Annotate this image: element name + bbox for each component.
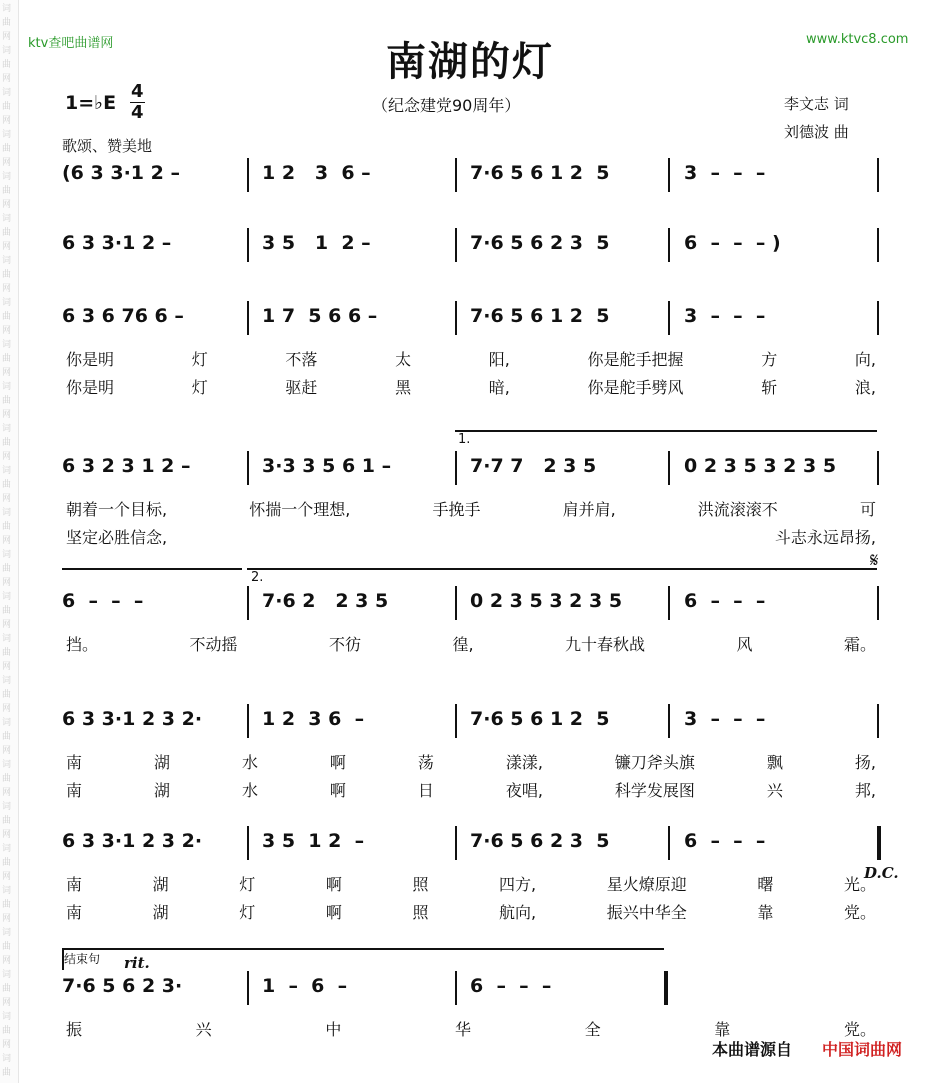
ending-label: 结束句 [64,952,101,966]
watermark-glyph: 词 [2,1012,12,1022]
watermark-glyph: 曲 [2,396,12,406]
watermark-glyph: 词 [2,88,12,98]
watermark-glyph: 词 [2,256,12,266]
key-signature: 1=♭E [65,92,117,114]
barline [455,586,457,620]
volta-1-line [455,430,877,432]
lyric-word: 湖 [152,903,169,922]
composer-credit: 刘德波 曲 [784,123,849,141]
watermark-glyph: 曲 [2,900,12,910]
watermark-glyph: 词 [2,802,12,812]
watermark-glyph: 词 [2,466,12,476]
lyric-word: 航向, [499,903,537,922]
measure-notes: 1 – 6 – [262,975,348,997]
lyric-word: 霜。 [843,635,876,654]
barline [247,826,249,860]
watermark-glyph: 词 [2,1054,12,1064]
lyric-word: 风 [736,635,753,654]
lyric-word: 水 [241,753,258,772]
measure-notes: 6 – – – [684,830,766,852]
measure-notes: 6 – – – [684,590,766,612]
lyric-word: 不落 [285,350,318,369]
barline [877,301,879,335]
measure-notes: 7·6 5 6 2 3 5 [470,232,610,254]
watermark-strip [0,0,19,1083]
watermark-glyph: 曲 [2,228,12,238]
measure-notes: 7·6 5 6 1 2 5 [470,708,610,730]
lyric-word: 湖 [153,753,170,772]
watermark-glyph: 曲 [2,1026,12,1036]
watermark-glyph: 网 [2,704,12,714]
lyric-word: 南 [66,753,83,772]
measure-notes: 6 – – – ) [684,232,781,254]
watermark-glyph: 曲 [2,480,12,490]
site-url-right[interactable]: www.ktvc8.com [806,32,909,47]
watermark-glyph: 网 [2,830,12,840]
lyric-word: 啊 [325,903,342,922]
barline [668,301,670,335]
measure-notes: 7·6 5 6 1 2 5 [470,305,610,327]
dc-mark: D.C. [864,864,899,882]
barline [668,158,670,192]
watermark-glyph: 词 [2,760,12,770]
measure-notes: 1 2 3 6 – [262,708,365,730]
lyric-line [66,778,876,801]
measure-notes: 6 3 2 3 1 2 – [62,455,191,477]
watermark-glyph: 曲 [2,816,12,826]
lyric-line [66,632,876,655]
volta-2-line [247,568,877,570]
watermark-glyph: 曲 [2,858,12,868]
site-name-left[interactable]: ktv查吧曲谱网 [28,36,114,51]
watermark-glyph: 曲 [2,354,12,364]
measure-notes: 3 5 1 2 – [262,830,365,852]
lyric-word: 兴 [195,1020,212,1039]
barline [247,586,249,620]
barline [455,228,457,262]
barline [247,971,249,1005]
lyric-word: 夜唱, [505,781,543,800]
barline [668,586,670,620]
watermark-glyph: 网 [2,326,12,336]
barline [668,228,670,262]
lyric-word: 九十春秋战 [565,635,646,654]
barline [668,826,670,860]
time-signature [130,82,145,123]
measure-notes: 3·3 3 5 6 1 – [262,455,392,477]
watermark-glyph: 网 [2,914,12,924]
lyric-word: 华 [454,1020,471,1039]
barline [455,451,457,485]
lyric-word: 肩并肩, [562,500,616,519]
watermark-glyph: 曲 [2,690,12,700]
watermark-glyph: 曲 [2,564,12,574]
measure-notes: 0 2 3 5 3 2 3 5 [684,455,837,477]
lyric-line [66,375,876,398]
watermark-glyph: 曲 [2,648,12,658]
lyric-word: 湖 [153,781,170,800]
lyric-word: 方 [761,350,778,369]
lyric-word: 洪流滚滚不 [697,500,778,519]
lyric-word: 镰刀斧头旗 [614,753,695,772]
measure-notes: 7·7 7 2 3 5 [470,455,597,477]
lyric-word: 挡。 [66,635,99,654]
ending-line [62,948,664,950]
lyric-word: 不彷 [328,635,361,654]
barline [247,158,249,192]
lyric-word: 照 [412,875,429,894]
lyric-word: 南 [66,875,83,894]
watermark-glyph: 网 [2,872,12,882]
watermark-glyph: 词 [2,130,12,140]
lyric-word: 振兴中华全 [606,903,687,922]
lyric-word: 驱赶 [285,378,318,397]
watermark-glyph: 曲 [2,984,12,994]
barline [877,826,881,860]
watermark-glyph: 曲 [2,102,12,112]
measure-notes: 0 2 3 5 3 2 3 5 [470,590,623,612]
footer-site[interactable]: 中国词曲网 [822,1040,903,1059]
barline [668,704,670,738]
watermark-glyph: 词 [2,928,12,938]
watermark-glyph: 网 [2,452,12,462]
barline [664,971,668,1005]
lyric-word: 荡 [417,753,434,772]
lyric-line [66,750,876,773]
watermark-glyph: 词 [2,718,12,728]
lyric-word: 靠 [714,1020,731,1039]
watermark-glyph: 网 [2,284,12,294]
watermark-glyph: 词 [2,508,12,518]
watermark-glyph: 曲 [2,144,12,154]
watermark-glyph: 网 [2,494,12,504]
time-top: 4 [131,81,144,102]
rit-mark: rit. [124,954,150,972]
lyric-word: 灯 [239,875,256,894]
lyric-word: 党。 [843,903,876,922]
volta-1-label: 1. [458,432,471,447]
measure-notes: 3 – – – [684,162,766,184]
measure-notes: 3 – – – [684,708,766,730]
watermark-glyph: 曲 [2,270,12,280]
barline [877,451,879,485]
lyric-word: 灯 [191,350,208,369]
lyric-word: 南 [66,781,83,800]
lyric-word: 中 [325,1020,342,1039]
barline [877,158,879,192]
barline [455,971,457,1005]
watermark-glyph: 曲 [2,606,12,616]
lyric-word: 手挽手 [432,500,481,519]
barline [455,158,457,192]
watermark-glyph: 网 [2,746,12,756]
watermark-glyph: 网 [2,788,12,798]
watermark-glyph: 词 [2,592,12,602]
volta-2-label: 2. [251,570,264,585]
watermark-glyph: 网 [2,32,12,42]
lyric-word: 太 [395,350,412,369]
lyric-word: 扬, [854,753,876,772]
lyric-word: 暗, [488,378,510,397]
watermark-glyph: 网 [2,368,12,378]
expression-mark: 歌颂、赞美地 [62,137,153,155]
lyric-word: 振 [66,1020,83,1039]
watermark-glyph: 曲 [2,186,12,196]
lyric-line [66,497,876,520]
lyric-word: 湖 [152,875,169,894]
lyric-word: 你是舵手劈风 [587,378,684,397]
lyric-word: 啊 [329,781,346,800]
lyric-word: 阳, [488,350,510,369]
lyric-word: 你是明 [66,378,115,397]
lyric-word: 浪, [854,378,876,397]
segno-mark: 𝄋 [870,548,879,572]
lyric-word: 啊 [325,875,342,894]
barline [455,704,457,738]
lyric-word: 靠 [757,903,774,922]
lyric-word: 斩 [761,378,778,397]
lyric-word: 邦, [854,781,876,800]
lyric-word: 兴 [766,781,783,800]
lyric-word: 黑 [395,378,412,397]
lyric-word: 科学发展图 [614,781,695,800]
lyric-word: 全 [584,1020,601,1039]
lyric-word: 你是明 [66,350,115,369]
lyric-line [66,347,876,370]
watermark-glyph: 词 [2,886,12,896]
watermark-glyph: 曲 [2,732,12,742]
lyric-line [66,900,876,923]
lyric-word: 你是舵手把握 [587,350,684,369]
watermark-glyph: 网 [2,410,12,420]
watermark-glyph: 词 [2,340,12,350]
watermark-glyph: 词 [2,4,12,14]
watermark-glyph: 网 [2,200,12,210]
lyricist-credit: 李文志 词 [784,95,849,113]
measure-notes: 6 – – – [470,975,552,997]
watermark-glyph: 网 [2,998,12,1008]
lyric-word: 日 [417,781,434,800]
lyric-word: 向, [854,350,876,369]
measure-notes: 3 5 1 2 – [262,232,371,254]
lyric-word: 飘 [766,753,783,772]
watermark-glyph: 曲 [2,942,12,952]
watermark-glyph: 词 [2,424,12,434]
lyric-word: 可 [859,500,876,519]
watermark-glyph: 词 [2,214,12,224]
watermark-glyph: 网 [2,536,12,546]
watermark-glyph: 词 [2,970,12,980]
lyric-word: 星火燎原迎 [606,875,687,894]
lyric-word: 曙 [757,875,774,894]
lyric-word: 不动摇 [189,635,238,654]
song-title: 南湖的灯 [386,38,554,85]
barline [668,451,670,485]
barline [247,228,249,262]
watermark-glyph: 词 [2,46,12,56]
measure-notes: 7·6 5 6 1 2 5 [470,162,610,184]
measure-notes: 6 3 3·1 2 – [62,232,172,254]
lyric-word: 坚定必胜信念, [66,528,168,547]
measure-notes: 1 7 5 6 6 – [262,305,378,327]
lyric-line [66,872,876,895]
watermark-glyph: 曲 [2,438,12,448]
measure-notes: 6 3 3·1 2 3 2· [62,708,203,730]
watermark-glyph: 曲 [2,60,12,70]
watermark-glyph: 网 [2,620,12,630]
lyric-word: 党。 [843,1020,876,1039]
watermark-glyph: 词 [2,844,12,854]
watermark-glyph: 词 [2,298,12,308]
barline [877,704,879,738]
lyric-word: 朝着一个目标, [66,500,168,519]
song-subtitle: （纪念建党90周年） [372,96,521,115]
lyric-word: 照 [412,903,429,922]
watermark-glyph: 网 [2,74,12,84]
watermark-glyph: 网 [2,662,12,672]
measure-notes: 7·6 5 6 2 3 5 [470,830,610,852]
section-line [62,568,242,570]
watermark-glyph: 网 [2,116,12,126]
watermark-glyph: 网 [2,1040,12,1050]
lyric-word: 徨, [452,635,474,654]
watermark-glyph: 曲 [2,1068,12,1078]
barline [877,586,879,620]
watermark-glyph: 曲 [2,522,12,532]
barline [247,704,249,738]
measure-notes: 7·6 2 2 3 5 [262,590,389,612]
lyric-word: 南 [66,903,83,922]
watermark-glyph: 网 [2,956,12,966]
lyric-word: 漾漾, [505,753,543,772]
measure-notes: 1 2 3 6 – [262,162,371,184]
measure-notes: 6 – – – [62,590,144,612]
measure-notes: 6 3 3·1 2 3 2· [62,830,203,852]
footer-source: 本曲谱源自 [712,1040,793,1059]
measure-notes: 6 3 6 76 6 – [62,305,184,327]
barline [247,301,249,335]
measure-notes: (6 3 3·1 2 – [62,162,180,184]
barline [455,826,457,860]
lyric-word: 水 [241,781,258,800]
lyric-word: 怀揣一个理想, [249,500,351,519]
lyric-word: 灯 [239,903,256,922]
time-bottom: 4 [131,102,144,123]
lyric-word: 啊 [329,753,346,772]
barline [877,228,879,262]
measure-notes: 7·6 5 6 2 3· [62,975,183,997]
watermark-glyph: 词 [2,676,12,686]
watermark-glyph: 曲 [2,774,12,784]
measure-notes: 3 – – – [684,305,766,327]
watermark-glyph: 词 [2,634,12,644]
watermark-glyph: 网 [2,158,12,168]
watermark-glyph: 曲 [2,312,12,322]
watermark-glyph: 曲 [2,18,12,28]
barline [455,301,457,335]
watermark-glyph: 词 [2,172,12,182]
watermark-glyph: 网 [2,578,12,588]
lyric-line [66,525,876,548]
lyric-word: 灯 [191,378,208,397]
lyric-word: 光。 [843,875,876,894]
lyric-word: 四方, [499,875,537,894]
watermark-glyph: 词 [2,550,12,560]
watermark-glyph: 网 [2,242,12,252]
watermark-glyph: 词 [2,382,12,392]
lyric-word: 斗志永远昂扬, [774,528,876,547]
barline [247,451,249,485]
